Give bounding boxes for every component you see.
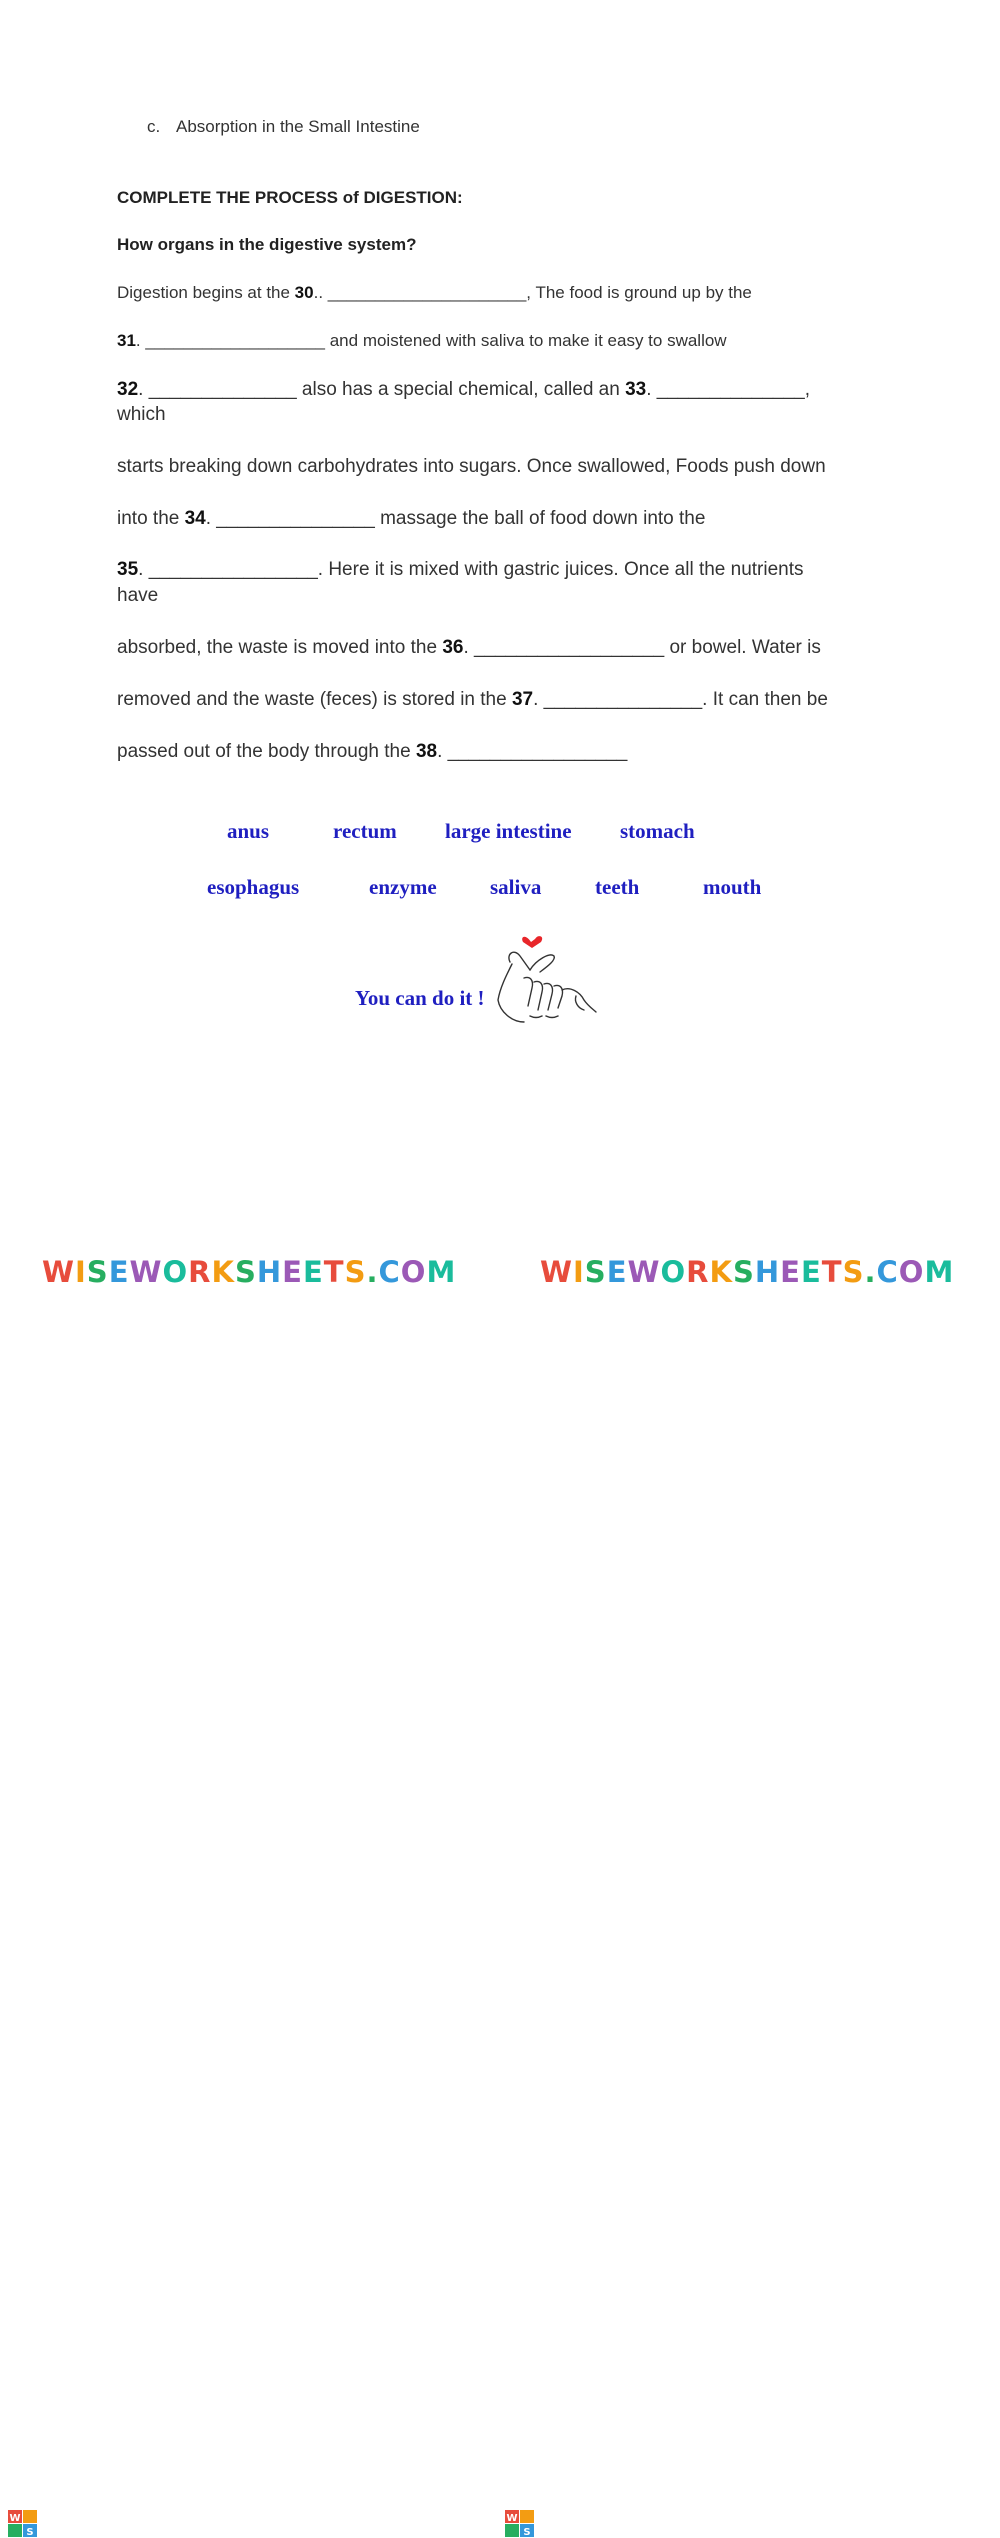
blank-32[interactable]: . ______________ also has a special chemical, called an [138, 379, 626, 400]
list-item-label: c. [147, 117, 161, 136]
line-text: into the [117, 508, 185, 529]
word-bank-item[interactable]: saliva [490, 875, 542, 899]
word-bank-item[interactable]: mouth [703, 875, 762, 899]
footer-brand-letter: W [129, 1255, 163, 1289]
question-number-31: 31 [117, 331, 136, 350]
footer-brand-letter: E [108, 1255, 130, 1289]
paragraph-line-6-wrap: have [117, 585, 159, 606]
footer-brand-letter: O [400, 1255, 427, 1289]
footer-brand-letter: E [800, 1255, 822, 1289]
paragraph-line-9 [117, 741, 627, 763]
paragraph-line-1 [117, 283, 752, 303]
word-bank-item[interactable]: anus [227, 819, 270, 843]
section-question: How organs in the digestive system? [117, 235, 417, 254]
word-bank-item[interactable]: enzyme [369, 875, 437, 899]
footer-watermark [0, 1252, 1000, 2538]
encouragement-text: You can do it ! [355, 986, 485, 1010]
paragraph-line-8 [117, 689, 828, 711]
footer-brand-text [540, 1254, 954, 1290]
footer-brand-letter: S [234, 1255, 257, 1289]
svg-text:W: W [506, 2513, 518, 2524]
footer-brand-letter: E [302, 1255, 324, 1289]
footer-brand-letter: C [378, 1255, 401, 1289]
footer-brand-letter: W [627, 1255, 661, 1289]
list-item-text: Absorption in the Small Intestine [176, 117, 420, 136]
footer-brand-letter: T [821, 1255, 843, 1289]
footer-brand-letter: . [366, 1255, 379, 1289]
footer-brand-letter: S [344, 1255, 367, 1289]
heart-icon [522, 936, 542, 948]
hand-icon [498, 952, 596, 1022]
blank-31[interactable]: . ___________________ and moistened with saliva to make it easy to swallow [135, 331, 727, 350]
footer-brand-letter: R [188, 1255, 212, 1289]
question-number-38: 38 [415, 741, 438, 762]
wiseworksheets-logo-icon [505, 2510, 535, 2538]
footer-brand [540, 1254, 954, 1290]
line-text: passed out of the body through the [117, 741, 416, 762]
question-number-33: 33 [625, 379, 647, 400]
blank-38[interactable]: . _________________ [437, 741, 628, 762]
footer-brand-letter: E [282, 1255, 303, 1289]
paragraph-line-2 [117, 331, 727, 351]
word-bank-item[interactable]: stomach [620, 819, 695, 843]
footer-brand-letter: S [86, 1255, 109, 1289]
footer-brand-letter: R [686, 1255, 710, 1289]
footer-brand-letter: O [162, 1255, 189, 1289]
svg-text:S: S [523, 2527, 531, 2538]
question-number-36: 36 [442, 637, 464, 658]
footer-brand-letter: S [584, 1255, 607, 1289]
footer-brand-letter: M [924, 1255, 955, 1289]
footer-brand-letter: I [75, 1255, 87, 1289]
svg-text:S: S [26, 2527, 34, 2538]
word-bank-item[interactable]: large intestine [445, 819, 572, 843]
footer-brand-letter: C [876, 1255, 899, 1289]
question-number-37: 37 [511, 689, 534, 710]
blank-35[interactable]: . ________________. Here it is mixed with gastric juices. Once all the nutrients [138, 559, 804, 580]
paragraph-line-5 [117, 508, 705, 530]
footer-brand-letter: . [864, 1255, 877, 1289]
footer-brand-letter: O [898, 1255, 925, 1289]
footer-brand-letter: E [606, 1255, 628, 1289]
line-text: Digestion begins at the [117, 283, 295, 302]
paragraph-line-6 [117, 559, 804, 581]
footer-brand-letter: M [426, 1255, 457, 1289]
blank-37[interactable]: . _______________. It can then be [533, 689, 828, 710]
question-number-34: 34 [184, 508, 206, 529]
blank-36[interactable]: . __________________ or bowel. Water is [463, 637, 821, 658]
footer-brand-letter: T [323, 1255, 345, 1289]
word-bank-item[interactable]: rectum [333, 819, 397, 843]
footer-brand-letter: H [754, 1255, 781, 1289]
footer-brand [42, 1254, 456, 1290]
line-text: removed and the waste (feces) is stored in the [117, 689, 512, 710]
footer-brand-letter: W [540, 1255, 573, 1289]
footer-brand-letter: I [573, 1255, 585, 1289]
list-item [147, 117, 420, 137]
paragraph-line-4: starts breaking down carbohydrates into sugars. Once swallowed, Foods push down [117, 456, 826, 477]
footer-brand-letter: O [660, 1255, 687, 1289]
footer-brand-letter: S [732, 1255, 755, 1289]
question-number-32: 32 [117, 379, 139, 400]
blank-33[interactable]: . ______________, [646, 379, 811, 400]
blank-30[interactable]: .. _____________________, The food is ground up by the [313, 283, 752, 302]
finger-heart-icon [490, 930, 605, 1028]
svg-text:W: W [9, 2513, 21, 2524]
footer-brand-letter: K [211, 1255, 235, 1289]
section-heading: COMPLETE THE PROCESS of DIGESTION: [117, 188, 463, 207]
blank-34[interactable]: . _______________ massage the ball of food down into the [205, 508, 706, 529]
word-bank-item[interactable]: teeth [595, 875, 640, 899]
wiseworksheets-logo-icon [8, 2510, 38, 2538]
question-number-30: 30 [294, 283, 314, 302]
paragraph-line-3-wrap: which [117, 404, 166, 425]
footer-brand-letter: K [709, 1255, 733, 1289]
question-number-35: 35 [117, 559, 139, 580]
footer-brand-letter: S [842, 1255, 865, 1289]
paragraph-line-7 [117, 637, 821, 659]
footer-brand-text [42, 1254, 456, 1290]
word-bank-item[interactable]: esophagus [207, 875, 300, 899]
footer-brand-letter: E [780, 1255, 801, 1289]
footer-brand-letter: H [256, 1255, 283, 1289]
line-text: absorbed, the waste is moved into the [117, 637, 443, 658]
footer-brand-letter: W [42, 1255, 75, 1289]
paragraph-line-3 [117, 379, 810, 401]
